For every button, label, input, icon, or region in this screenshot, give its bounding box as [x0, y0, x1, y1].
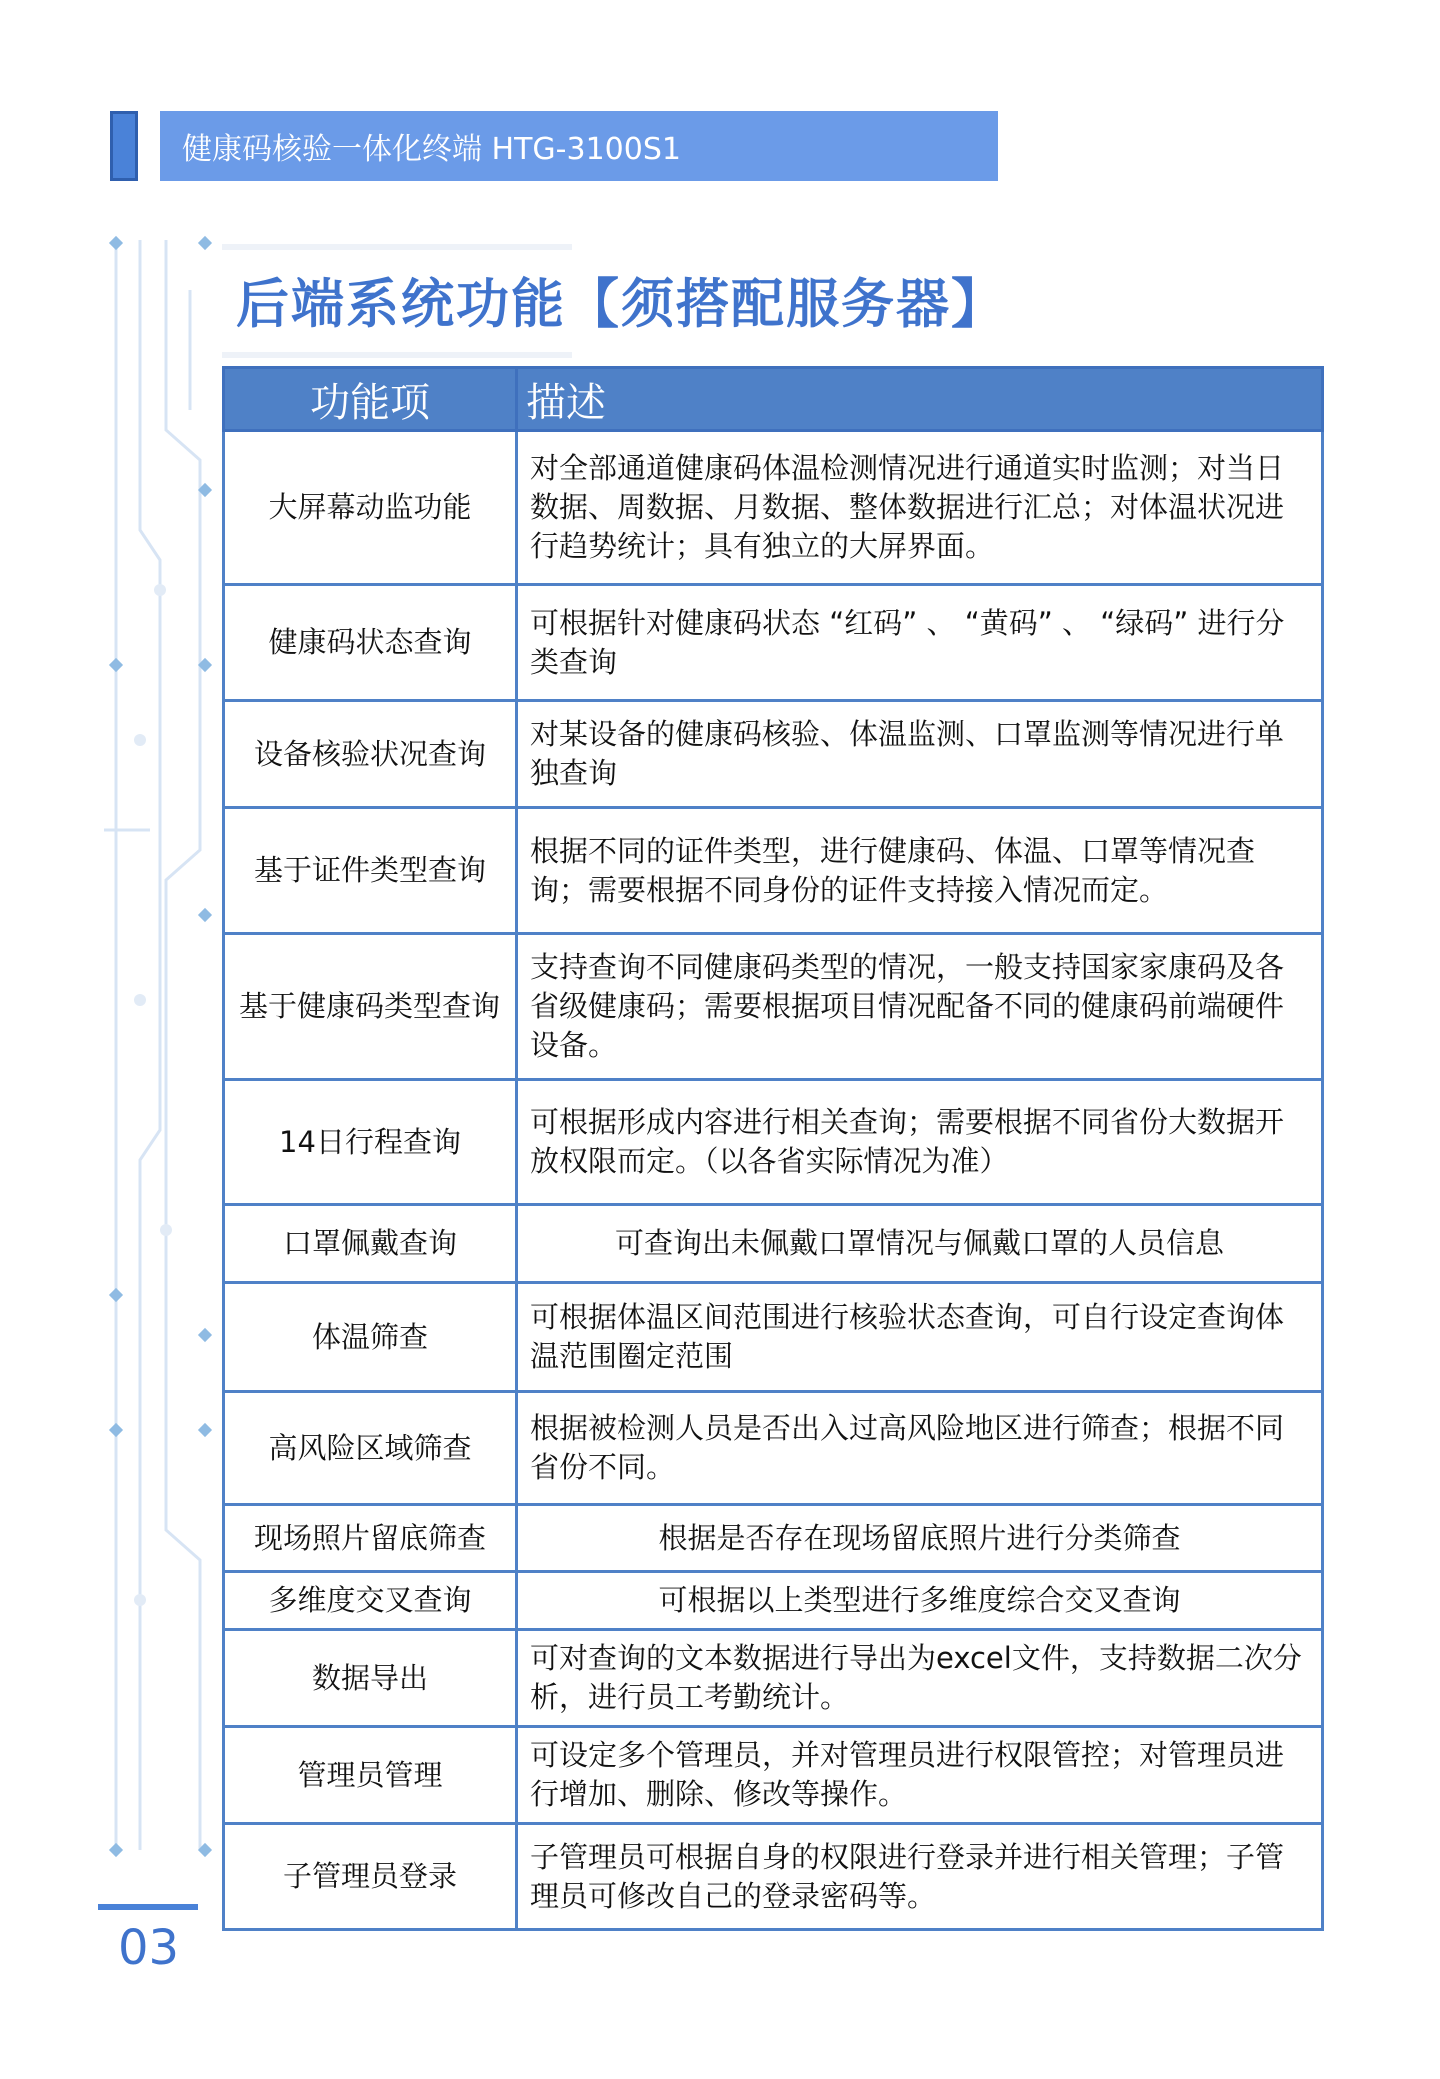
feature-name: 现场照片留底筛查: [224, 1505, 517, 1572]
page-number: 03: [118, 1920, 180, 1976]
feature-description: 子管理员可根据自身的权限进行登录并进行相关管理；子管理员可修改自己的登录密码等。: [517, 1824, 1323, 1930]
header-title: 健康码核验一体化终端 HTG-3100S1: [182, 132, 681, 167]
title-rule-top: [222, 244, 572, 250]
section-title: 后端系统功能【须搭配服务器】: [236, 274, 1006, 335]
feature-name: 数据导出: [224, 1630, 517, 1727]
column-header-description: 描述: [517, 368, 1323, 431]
table-row: [224, 585, 1323, 701]
feature-name: 体温筛查: [224, 1283, 517, 1392]
feature-name: 管理员管理: [224, 1727, 517, 1824]
feature-name: 基于证件类型查询: [224, 808, 517, 934]
table-row: [224, 1080, 1323, 1205]
table-row: [224, 1824, 1323, 1930]
header-accent-block: [110, 111, 138, 181]
feature-name: 多维度交叉查询: [224, 1572, 517, 1630]
feature-name: 设备核验状况查询: [224, 701, 517, 808]
feature-description: 对全部通道健康码体温检测情况进行通道实时监测；对当日数据、周数据、月数据、整体数据进行汇总；对体温状况进行趋势统计；具有独立的大屏界面。: [517, 431, 1323, 585]
feature-description: 可根据以上类型进行多维度综合交叉查询: [517, 1572, 1323, 1630]
feature-table: [222, 366, 1324, 1931]
feature-description: 支持查询不同健康码类型的情况，一般支持国家家康码及各省级健康码；需要根据项目情况配备不同的健康码前端硬件设备。: [517, 934, 1323, 1080]
title-rule-bottom: [222, 352, 572, 358]
table-row: [224, 1505, 1323, 1572]
table-header-row: [224, 368, 1323, 431]
feature-description: 可设定多个管理员，并对管理员进行权限管控；对管理员进行增加、删除、修改等操作。: [517, 1727, 1323, 1824]
table-row: [224, 934, 1323, 1080]
table-row: [224, 1392, 1323, 1505]
feature-name: 子管理员登录: [224, 1824, 517, 1930]
feature-description: 可根据体温区间范围进行核验状态查询，可自行设定查询体温范围圈定范围: [517, 1283, 1323, 1392]
feature-name: 口罩佩戴查询: [224, 1205, 517, 1283]
table-row: [224, 431, 1323, 585]
feature-description: 根据被检测人员是否出入过高风险地区进行筛查；根据不同省份不同。: [517, 1392, 1323, 1505]
feature-description: 可根据形成内容进行相关查询；需要根据不同省份大数据开放权限而定。（以各省实际情况为准）: [517, 1080, 1323, 1205]
table-row: [224, 1630, 1323, 1727]
feature-description: 可查询出未佩戴口罩情况与佩戴口罩的人员信息: [517, 1205, 1323, 1283]
header-bar: [160, 111, 998, 181]
column-header-feature: 功能项: [224, 368, 517, 431]
feature-name: 高风险区域筛查: [224, 1392, 517, 1505]
feature-description: 对某设备的健康码核验、体温监测、口罩监测等情况进行单独查询: [517, 701, 1323, 808]
table-row: [224, 1572, 1323, 1630]
feature-name: 健康码状态查询: [224, 585, 517, 701]
feature-name: 14日行程查询: [224, 1080, 517, 1205]
feature-name: 大屏幕动监功能: [224, 431, 517, 585]
feature-description: 可对查询的文本数据进行导出为excel文件，支持数据二次分析，进行员工考勤统计。: [517, 1630, 1323, 1727]
feature-name: 基于健康码类型查询: [224, 934, 517, 1080]
table-row: [224, 1205, 1323, 1283]
table-row: [224, 1727, 1323, 1824]
page-number-rule: [98, 1904, 198, 1910]
table-row: [224, 808, 1323, 934]
feature-description: 可根据针对健康码状态 “红码” 、 “黄码” 、 “绿码” 进行分类查询: [517, 585, 1323, 701]
table-row: [224, 701, 1323, 808]
feature-description: 根据不同的证件类型，进行健康码、体温、口罩等情况查询；需要根据不同身份的证件支持接入情况而定。: [517, 808, 1323, 934]
circuit-decoration: [90, 230, 220, 1870]
feature-description: 根据是否存在现场留底照片进行分类筛查: [517, 1505, 1323, 1572]
table-row: [224, 1283, 1323, 1392]
